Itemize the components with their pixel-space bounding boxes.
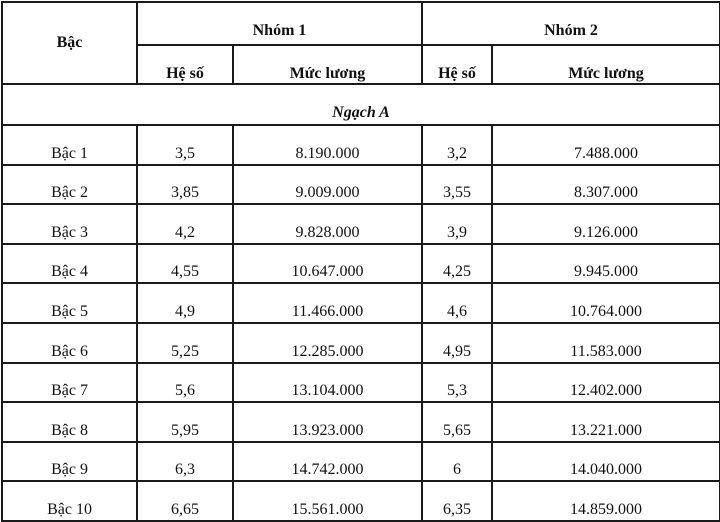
cell-group-1-he-so: 6,3 [137, 442, 233, 482]
cell-group-1-he-so: 5,6 [137, 363, 233, 403]
cell-bac: Bậc 9 [2, 442, 137, 482]
cell-group-1-he-so: 5,95 [137, 402, 233, 442]
cell-bac: Bậc 10 [2, 481, 137, 521]
cell-bac: Bậc 5 [2, 283, 137, 323]
cell-bac: Bậc 1 [2, 125, 137, 165]
table-row [2, 402, 720, 442]
cell-group-1-he-so: 6,65 [137, 481, 233, 521]
cell-group-1-he-so: 5,25 [137, 323, 233, 363]
cell-group-2-he-so: 4,95 [422, 323, 492, 363]
header-group-2-he-so: Hệ số [422, 45, 492, 84]
cell-group-1-muc-luong: 9.009.000 [233, 165, 422, 205]
table-row [2, 125, 720, 165]
cell-group-2-he-so: 6,35 [422, 481, 492, 521]
table-row [2, 442, 720, 482]
header-group-1: Nhóm 1 [137, 2, 422, 45]
cell-group-1-muc-luong: 8.190.000 [233, 125, 422, 165]
cell-group-1-he-so: 4,9 [137, 283, 233, 323]
cell-group-2-muc-luong: 9.945.000 [492, 244, 720, 284]
cell-bac: Bậc 7 [2, 363, 137, 403]
cell-group-2-muc-luong: 8.307.000 [492, 165, 720, 205]
cell-group-1-muc-luong: 15.561.000 [233, 481, 422, 521]
cell-group-1-muc-luong: 12.285.000 [233, 323, 422, 363]
cell-bac: Bậc 3 [2, 204, 137, 244]
table-row [2, 165, 720, 205]
table-row [2, 323, 720, 363]
cell-group-2-muc-luong: 12.402.000 [492, 363, 720, 403]
cell-bac: Bậc 6 [2, 323, 137, 363]
cell-group-2-muc-luong: 11.583.000 [492, 323, 720, 363]
cell-group-2-muc-luong: 10.764.000 [492, 283, 720, 323]
cell-group-2-he-so: 4,6 [422, 283, 492, 323]
header-group-2-muc-luong: Mức lương [492, 45, 720, 84]
cell-group-2-muc-luong: 7.488.000 [492, 125, 720, 165]
cell-group-1-muc-luong: 10.647.000 [233, 244, 422, 284]
cell-group-2-he-so: 3,2 [422, 125, 492, 165]
cell-bac: Bậc 8 [2, 402, 137, 442]
header-group-2: Nhóm 2 [422, 2, 720, 45]
cell-group-2-he-so: 3,9 [422, 204, 492, 244]
section-label: Ngạch A [2, 84, 720, 125]
cell-group-2-muc-luong: 14.859.000 [492, 481, 720, 521]
table-row [2, 283, 720, 323]
header-group-1-he-so: Hệ số [137, 45, 233, 84]
cell-group-2-he-so: 6 [422, 442, 492, 482]
cell-group-2-he-so: 5,3 [422, 363, 492, 403]
header-group-1-muc-luong: Mức lương [233, 45, 422, 84]
cell-group-1-muc-luong: 9.828.000 [233, 204, 422, 244]
table-row [2, 481, 720, 521]
header-bac: Bậc [2, 2, 137, 84]
cell-group-1-he-so: 3,85 [137, 165, 233, 205]
header-row-groups [2, 2, 720, 45]
table-row [2, 244, 720, 284]
section-row [2, 84, 720, 125]
cell-group-2-muc-luong: 13.221.000 [492, 402, 720, 442]
cell-group-1-he-so: 4,2 [137, 204, 233, 244]
cell-bac: Bậc 2 [2, 165, 137, 205]
cell-group-1-muc-luong: 13.923.000 [233, 402, 422, 442]
cell-group-1-muc-luong: 14.742.000 [233, 442, 422, 482]
cell-group-1-he-so: 4,55 [137, 244, 233, 284]
cell-bac: Bậc 4 [2, 244, 137, 284]
cell-group-2-he-so: 3,55 [422, 165, 492, 205]
cell-group-1-muc-luong: 13.104.000 [233, 363, 422, 403]
cell-group-2-he-so: 4,25 [422, 244, 492, 284]
cell-group-2-muc-luong: 14.040.000 [492, 442, 720, 482]
table-row [2, 204, 720, 244]
cell-group-2-muc-luong: 9.126.000 [492, 204, 720, 244]
salary-table [1, 1, 720, 522]
cell-group-1-muc-luong: 11.466.000 [233, 283, 422, 323]
table-row [2, 363, 720, 403]
cell-group-2-he-so: 5,65 [422, 402, 492, 442]
cell-group-1-he-so: 3,5 [137, 125, 233, 165]
